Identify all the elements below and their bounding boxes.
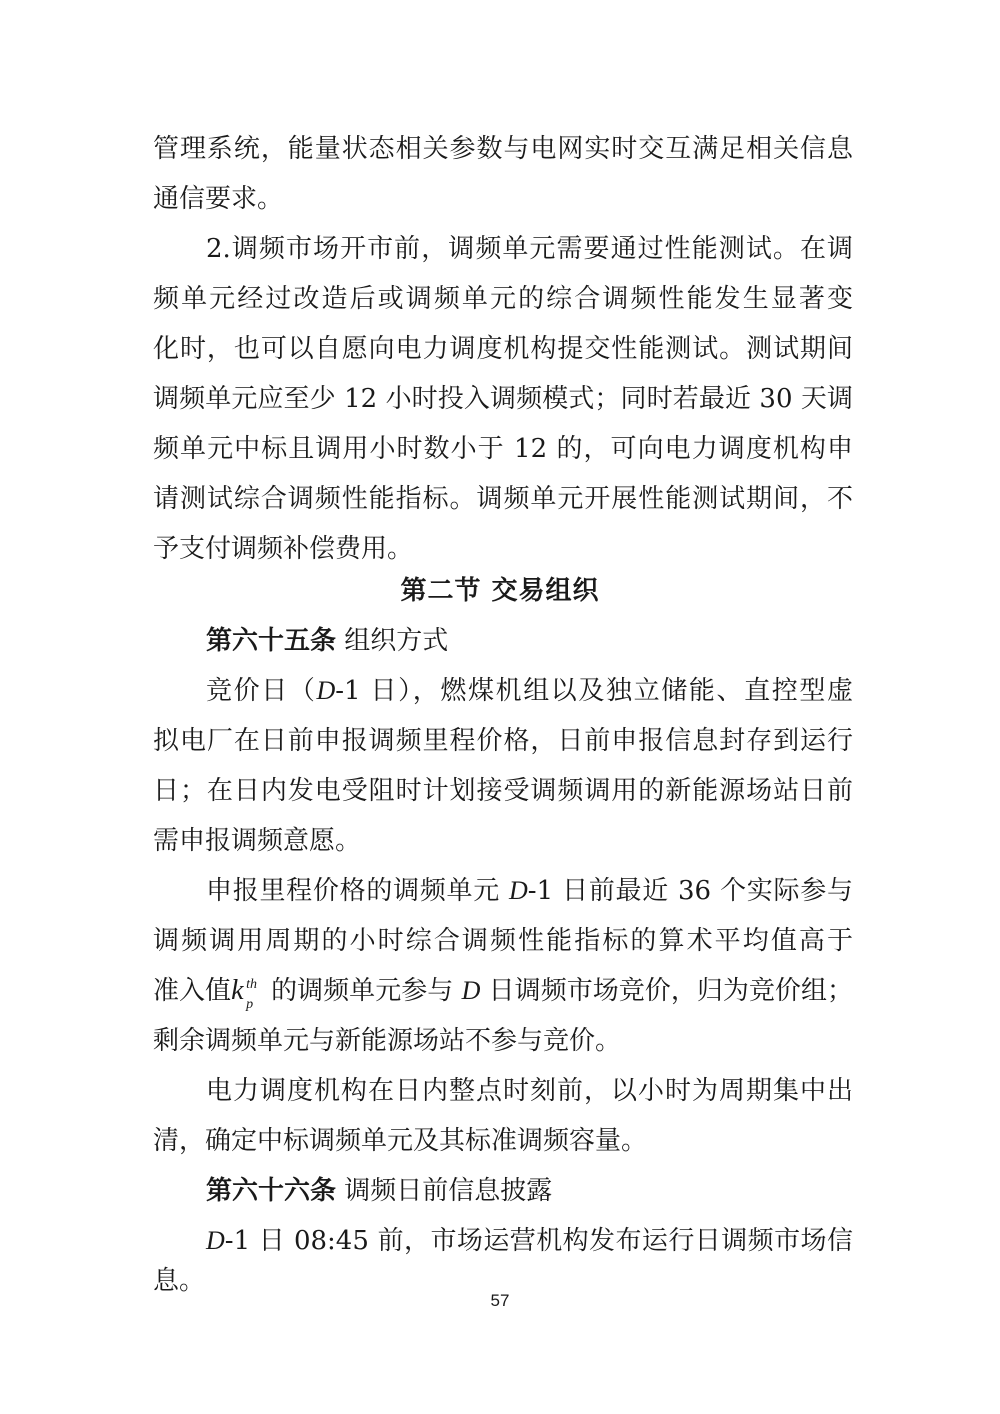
variable-d: D [509,876,528,905]
article-65-para2-line1 [206,876,853,906]
text-line-8: 请测试综合调频性能指标。调频单元开展性能测试期间，不 [153,484,853,514]
article-number: 第六十六条 [206,1176,337,1206]
k-p-th-symbol [231,975,271,1012]
text-span: 的调频单元参与 [271,976,462,1006]
article-65-para1-line4: 需申报调频意愿。 [153,826,362,856]
text-line-7: 频单元中标且调用小时数小于 12 的，可向电力调度机构申 [153,434,853,464]
k-base: k [231,975,244,1006]
page-number: 57 [490,1291,510,1310]
text-line-4: 频单元经过改造后或调频单元的综合调频性能发生显著变 [153,284,853,314]
article-66-para1-line1 [206,1226,853,1256]
text-line-9: 予支付调频补偿费用。 [153,534,414,564]
variable-d: D [206,1226,225,1255]
article-65-para3-line2: 清，确定中标调频单元及其标准调频容量。 [153,1126,648,1156]
text-span: 申报里程价格的调频单元 [206,876,509,906]
article-title: 调频日前信息披露 [344,1176,553,1206]
article-title: 组织方式 [344,626,449,656]
k-subscript: p [246,997,254,1012]
text-span: 竞价日（ [206,676,317,706]
text-span: -1 日），燃煤机组以及独立储能、直控型虚 [335,676,853,706]
article-65-para1-line2: 拟电厂在日前申报调频里程价格，日前申报信息封存到运行 [153,726,853,756]
text-line-6: 调频单元应至少 12 小时投入调频模式；同时若最近 30 天调 [153,384,853,414]
text-line-2: 通信要求。 [153,184,284,214]
variable-d: D [316,676,336,705]
variable-d: D [461,976,481,1005]
article-number: 第六十五条 [206,626,337,656]
section-heading: 第二节 交易组织 [400,576,600,606]
text-line-5: 化时，也可以自愿向电力调度机构提交性能测试。测试期间 [153,334,853,364]
article-65-heading [206,626,853,656]
article-65-para2-line2: 调频调用周期的小时综合调频性能指标的算术平均值高于 [153,926,853,956]
text-line-3: 2.调频市场开市前，调频单元需要通过性能测试。在调 [206,234,853,264]
text-line-1: 管理系统，能量状态相关参数与电网实时交互满足相关信息 [153,134,853,164]
article-65-para2-line4: 剩余调频单元与新能源场站不参与竞价。 [153,1026,622,1056]
text-span: -1 日 08:45 前，市场运营机构发布运行日调频市场信 [224,1226,853,1256]
text-span: -1 日前最近 36 个实际参与 [527,876,853,906]
article-65-para1-line1 [206,676,853,706]
article-65-para2-line3 [153,975,853,1012]
text-span: 日调频市场竞价，归为竞价组； [480,976,853,1006]
article-66-heading [206,1176,853,1206]
article-65-para3-line1: 电力调度机构在日内整点时刻前，以小时为周期集中出 [206,1076,853,1106]
article-66-para1-line2: 息。 [153,1266,206,1296]
text-span: 准入值 [153,976,232,1006]
k-superscript: th [246,977,257,992]
article-65-para1-line3: 日；在日内发电受阻时计划接受调频调用的新能源场站日前 [153,776,853,806]
